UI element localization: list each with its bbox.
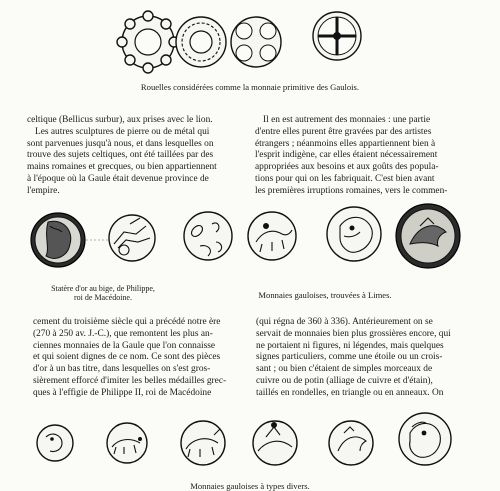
text-line: cement du troisième siècle qui a précédé notre ère xyxy=(33,317,221,327)
text-line: à l'époque où la Gaule était devenue province de xyxy=(27,173,209,184)
text-line: l'esprit indigène, car elles étaient nécessairement xyxy=(255,150,438,161)
coin-rider xyxy=(253,421,297,465)
rouelle-four-holes xyxy=(231,17,281,67)
statere-caption-line2: roi de Macédoine. xyxy=(74,293,132,302)
text-line: les premières irruptions romaines, vers le commen- xyxy=(255,185,448,196)
text-line: signes particuliers, comme une étoile ou un crois- xyxy=(256,352,443,363)
gaulish-coin-helmeted-head xyxy=(327,207,381,261)
text-line: mains romaines et grecques, ou bien appartiennent xyxy=(27,162,217,173)
statere-caption-line1: Statère d'or au bige, de Philippe, xyxy=(51,284,155,293)
text-line: Il en est autrement des monnaies : une partie xyxy=(263,115,431,125)
text-line: étrangers ; néanmoins elles appartiennent bien à xyxy=(255,138,436,149)
text-line: appropriées aux besoins et aux goûts des popula- xyxy=(255,162,439,173)
rouelles-caption: Rouelles considérées comme la monnaie primitive des Gaulois. xyxy=(140,82,360,92)
coin-animal-small xyxy=(107,423,147,463)
text-line: cuivre ou de potin (alliage de cuivre et d'étain), xyxy=(256,375,433,386)
text-line: ne portaient ni figures, ni légendes, mais quelques xyxy=(256,340,444,351)
text-line: sont parvenues jusqu'à nous, et dans lesquelles on xyxy=(27,138,214,149)
text-line: trouve des sujets celtiques, ont été taillées par des xyxy=(27,150,214,161)
right-column-1 xyxy=(255,115,473,198)
statere-caption xyxy=(18,284,188,302)
text-line: (qui régna de 360 à 336). Antérieurement on se xyxy=(256,317,433,327)
text-line: tions pour qui on les fabriquait. C'est bien avant xyxy=(255,173,435,184)
gaulish-coin-bird xyxy=(396,204,460,268)
gaulish-coin-horse xyxy=(248,212,296,260)
left-column-1 xyxy=(27,115,242,198)
rouelle-knobbed-ring xyxy=(117,11,179,73)
text-line: celtique (Bellicus surbur), aux prises avec le lion. xyxy=(27,115,213,125)
coins-row-middle xyxy=(0,196,500,286)
coin-head-bottom xyxy=(399,413,451,465)
text-line: l'empire. xyxy=(27,185,60,196)
text-line: et qui soient dignes de ce nom. Ce sont des pièces xyxy=(33,352,221,363)
text-line: Les autres sculptures de pierre ou de métal qui xyxy=(35,126,210,137)
text-line: taillés en rondelles, en triangle ou en anneaux. On xyxy=(256,387,444,398)
text-line: (270 à 250 av. J.-C.), que remontent les plus an- xyxy=(33,328,213,339)
rouelles-illustration xyxy=(0,0,500,80)
coin-face-small xyxy=(37,425,73,461)
text-line: servait de monnaies bien plus grossières encore, qui xyxy=(256,328,451,339)
coins-row-bottom xyxy=(0,403,500,483)
text-line: sant ; ou bien c'étaient de simples morceaux de xyxy=(256,364,433,375)
text-line: d'or à un bas titre, dans lesquelles on s'est gros- xyxy=(33,364,211,375)
text-line: ciennes monnaies de la Gaule que l'on connaisse xyxy=(33,340,216,351)
rouelle-wheel xyxy=(313,12,361,60)
bottom-caption: Monnaies gauloises à types divers. xyxy=(190,481,310,491)
text-line: sièrement efforcé d'imiter les belles médailles grec- xyxy=(33,375,227,386)
gauloises-caption: Monnaies gauloises, trouvées à Limes. xyxy=(258,290,392,300)
stater-obverse-head xyxy=(31,213,85,267)
gaulish-coin-spirals xyxy=(184,212,232,260)
stater-reverse-chariot xyxy=(109,215,155,261)
rouelle-beaded-ring xyxy=(176,17,226,67)
text-line: ques à l'effigie de Philippe II, roi de Macédoine xyxy=(33,387,212,398)
coin-bird-bottom xyxy=(329,421,373,465)
right-column-2 xyxy=(256,317,472,400)
left-column-2 xyxy=(33,317,245,400)
coin-horse-bottom xyxy=(181,421,225,465)
text-line: d'entre elles purent être gravées par des artistes xyxy=(255,126,432,137)
